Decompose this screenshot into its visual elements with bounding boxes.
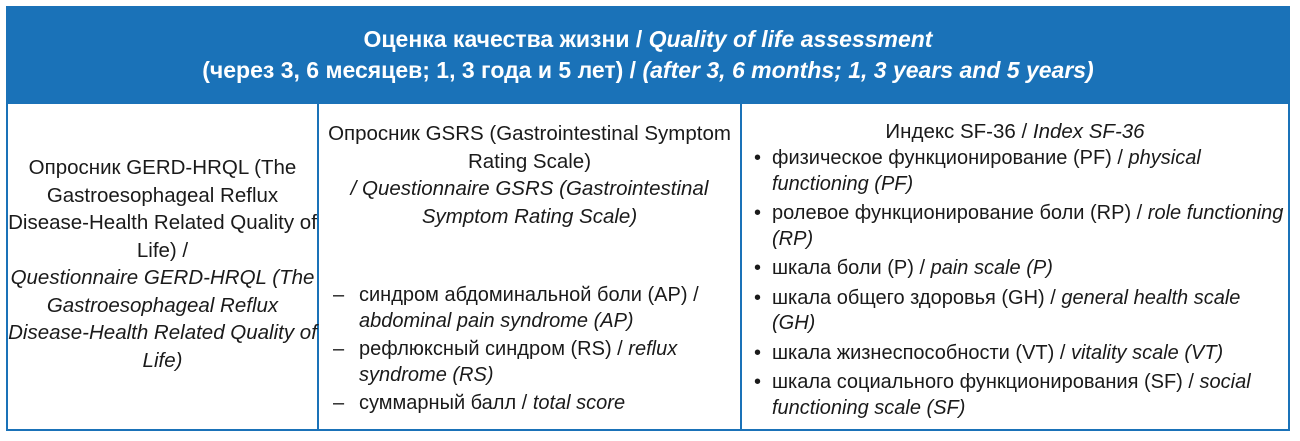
table-header <box>8 8 1288 104</box>
bullet-marker: • <box>754 371 762 393</box>
bullet-marker: • <box>754 286 762 309</box>
list-item-en: general health scale (GH) <box>772 286 1241 334</box>
list-item <box>750 256 1284 282</box>
header-title-en: Quality of life assessment <box>648 26 933 52</box>
list-item-ru: физическое функционирование (PF) / <box>772 147 1129 169</box>
list-item <box>750 201 1284 252</box>
list-item-ru: ролевое функционирование боли (RP) / <box>772 202 1148 224</box>
bullet-marker: • <box>754 341 762 364</box>
gerd-hrql-cell <box>8 154 317 374</box>
list-item-ru: рефлюксный синдром (RS) / <box>359 338 629 360</box>
bullet-marker: • <box>754 147 762 169</box>
bullet-marker: • <box>754 257 762 279</box>
gsrs-list <box>331 283 732 420</box>
list-item-ru: шкала жизнеспособности (VT) / <box>772 341 1071 364</box>
bullet-marker: • <box>754 202 762 224</box>
column-gsrs <box>319 104 742 429</box>
list-item-en: physical functioning (PF) <box>772 147 1201 195</box>
list-item-ru: шкала общего здоровья (GH) / <box>772 286 1062 309</box>
quality-of-life-table <box>6 6 1290 431</box>
list-item-ru: синдром абдоминальной боли (AP) / <box>359 284 699 306</box>
gerd-hrql-en: Questionnaire GERD-HRQL (The Gastroesophageal Reflux Disease-Health Related Quality of Life) <box>8 266 317 372</box>
sf36-list <box>750 146 1284 425</box>
list-item-en: vitality scale (VT) <box>1070 341 1224 364</box>
gerd-hrql-ru: Опросник GERD-HRQL (The Gastroesophageal Reflux Disease-Health Related Quality of Life) / <box>8 156 317 262</box>
list-item <box>331 337 732 388</box>
sf36-heading-ru: Индекс SF-36 / <box>885 120 1033 143</box>
header-title-ru: Оценка качества жизни / <box>363 26 649 52</box>
list-item-ru: шкала социального функционирования (SF) / <box>772 371 1200 393</box>
sf36-heading-en: Index SF-36 <box>1032 120 1145 143</box>
list-item-en: social functioning scale (SF) <box>772 371 1251 419</box>
list-item-en: reflux syndrome (RS) <box>359 338 678 386</box>
list-item-ru: шкала боли (P) / <box>772 257 931 279</box>
column-sf36 <box>742 104 1288 429</box>
gsrs-heading-ru: Опросник GSRS (Gastrointestinal Symptom Rating Scale) <box>328 122 731 173</box>
gsrs-heading-en: / Questionnaire GSRS (Gastrointestinal Symptom Rating Scale) <box>350 177 709 228</box>
sf36-heading <box>742 118 1288 145</box>
list-item <box>331 283 732 334</box>
list-item-en: pain scale (P) <box>930 257 1053 279</box>
gsrs-heading <box>319 120 740 230</box>
list-item <box>331 391 732 417</box>
table-body <box>8 104 1288 429</box>
dash-marker: – <box>333 392 345 414</box>
list-item <box>750 146 1284 197</box>
list-item-ru: суммарный балл / <box>359 392 533 414</box>
list-item <box>750 370 1284 421</box>
list-item <box>750 286 1284 337</box>
list-item <box>750 341 1284 367</box>
dash-marker: – <box>333 338 345 360</box>
dash-marker: – <box>333 284 345 306</box>
header-schedule-en: (after 3, 6 months; 1, 3 years and 5 years) <box>642 57 1094 83</box>
list-item-en: total score <box>532 392 626 414</box>
list-item-en: role functioning (RP) <box>772 202 1284 250</box>
header-schedule-ru: (через 3, 6 месяцев; 1, 3 года и 5 лет) / <box>202 57 643 83</box>
list-item-en: abdominal pain syndrome (AP) <box>359 309 634 332</box>
header-line-2 <box>8 55 1288 86</box>
column-gerd-hrql <box>8 104 319 429</box>
header-line-1 <box>8 24 1288 55</box>
